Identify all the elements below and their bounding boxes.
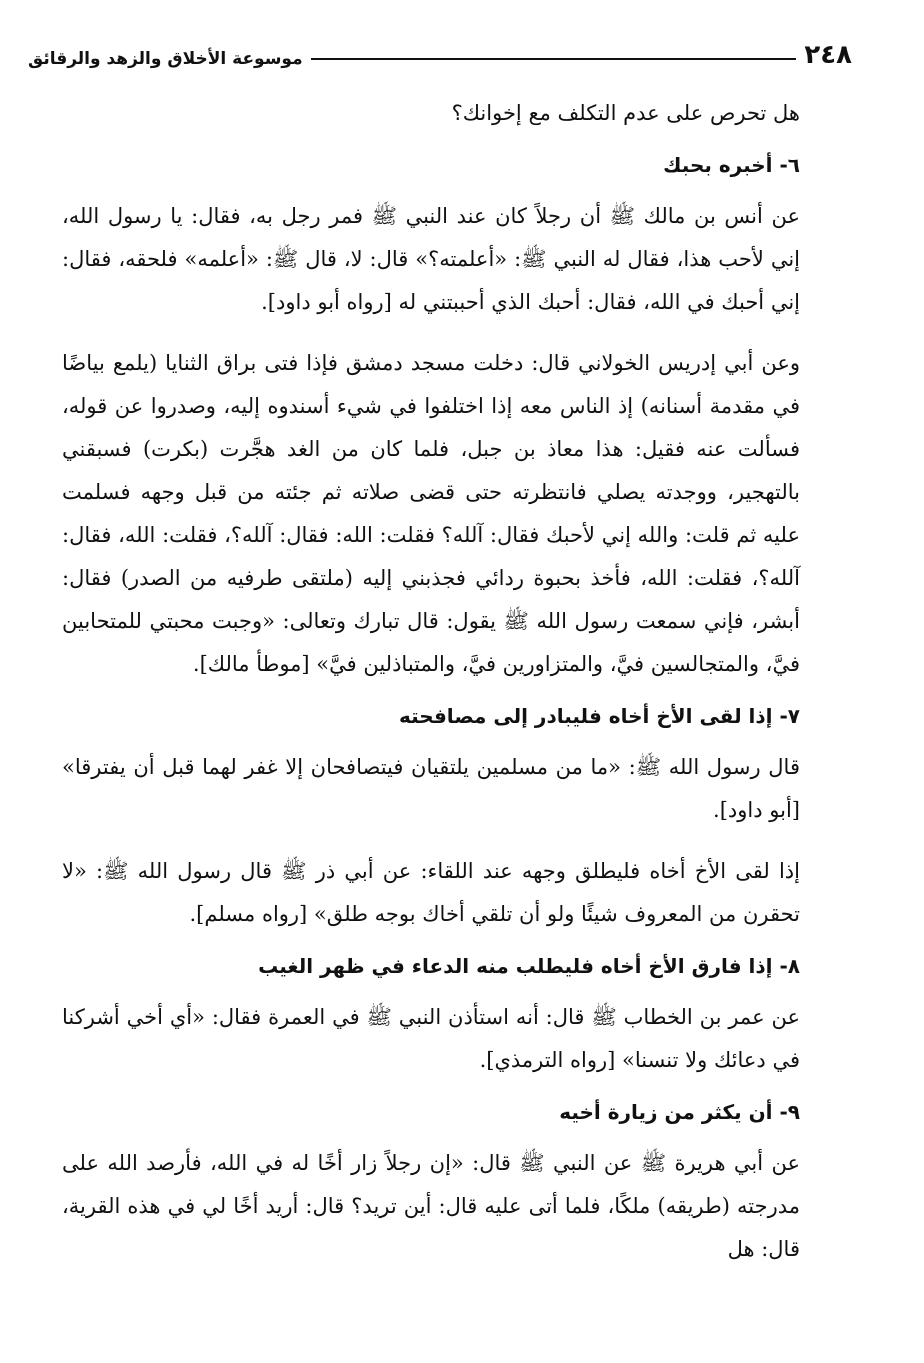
hadith-paragraph: عن عمر بن الخطاب ﷺ قال: أنه استأذن النبي ﷺ في العمرة فقال: «أي أخي أشركنا في دعائك ولا تنسنا» [رواه الترمذي]. <box>62 1005 800 1072</box>
section-heading-7: ٧- إذا لقى الأخ أخاه فليبادر إلى مصافحته <box>399 704 800 728</box>
hadith-paragraph: عن أبي هريرة ﷺ عن النبي ﷺ قال: «إن رجلاً زار أخًا له في الله، فأرصد الله على مدرجته (طريقه) ملكًا، فلما أتى عليه قال: أين تريد؟ قال: أريد أخًا لي في هذه القرية، قال: هل <box>62 1151 801 1261</box>
running-header <box>28 28 852 68</box>
page-body <box>62 92 800 1279</box>
section-heading-9: ٩- أن يكثر من زيارة أخيه <box>559 1100 800 1124</box>
section-heading-6: ٦- أخبره بحبك <box>663 153 800 177</box>
section-heading-8: ٨- إذا فارق الأخ أخاه فليطلب منه الدعاء في ظهر الغيب <box>258 954 800 978</box>
question-paragraph: هل تحرص على عدم التكلف مع إخوانك؟ <box>451 101 800 125</box>
narration-paragraph: وعن أبي إدريس الخولاني قال: دخلت مسجد دمشق فإذا فتى براق الثنايا (يلمع بياضًا في مقدمة أسنانه) إذ الناس معه إذا اختلفوا في شيء أسندوه إليه، وصدروا عن قوله، فسألت عنه فقيل: هذا معاذ بن جبل، فلما كان من الغد هجَّرت (بكرت) فسبقني بالتهجير، ووجدته يصلي فانتظرته حتى قضى صلاته ثم جئته من قبل وجهه فسلمت عليه ثم قلت: والله إني لأحبك فقال: آلله؟ فقلت: الله: فقال: آلله؟، فقلت: الله، فقال: آلله؟، فقلت: الله، فأخذ بحبوة ردائي فجذبني إليه (ملتقى طرفيه من الصدر) فقال: أبشر، فإني سمعت رسول الله ﷺ يقول: قال تبارك وتعالى: «وجبت محبتي للمتحابين فيَّ، والمتجالسين فيَّ، والمتزاورين فيَّ، والمتباذلين فيَّ» [موطأ مالك]. <box>62 351 801 676</box>
book-title: موسوعة الأخلاق والزهد والرقائق <box>28 49 303 69</box>
page-number: ٢٤٨ <box>804 40 852 70</box>
hadith-paragraph: قال رسول الله ﷺ: «ما من مسلمين يلتقيان فيتصافحان إلا غفر لهما قبل أن يفترقا» [أبو داود]. <box>62 755 800 822</box>
header-rule <box>311 58 797 60</box>
hadith-paragraph: إذا لقى الأخ أخاه فليطلق وجهه عند اللقاء: عن أبي ذر ﷺ قال رسول الله ﷺ: «لا تحقرن من المعروف شيئًا ولو أن تلقي أخاك بوجه طلق» [رواه مسلم]. <box>62 859 800 926</box>
hadith-paragraph: عن أنس بن مالك ﷺ أن رجلاً كان عند النبي ﷺ فمر رجل به، فقال: يا رسول الله، إني لأحب هذا، فقال له النبي ﷺ: «أعلمته؟» قال: لا، قال ﷺ: «أعلمه» فلحقه، فقال: إني أحبك في الله، فقال: أحبك الذي أحببتني له [رواه أبو داود]. <box>62 204 800 314</box>
